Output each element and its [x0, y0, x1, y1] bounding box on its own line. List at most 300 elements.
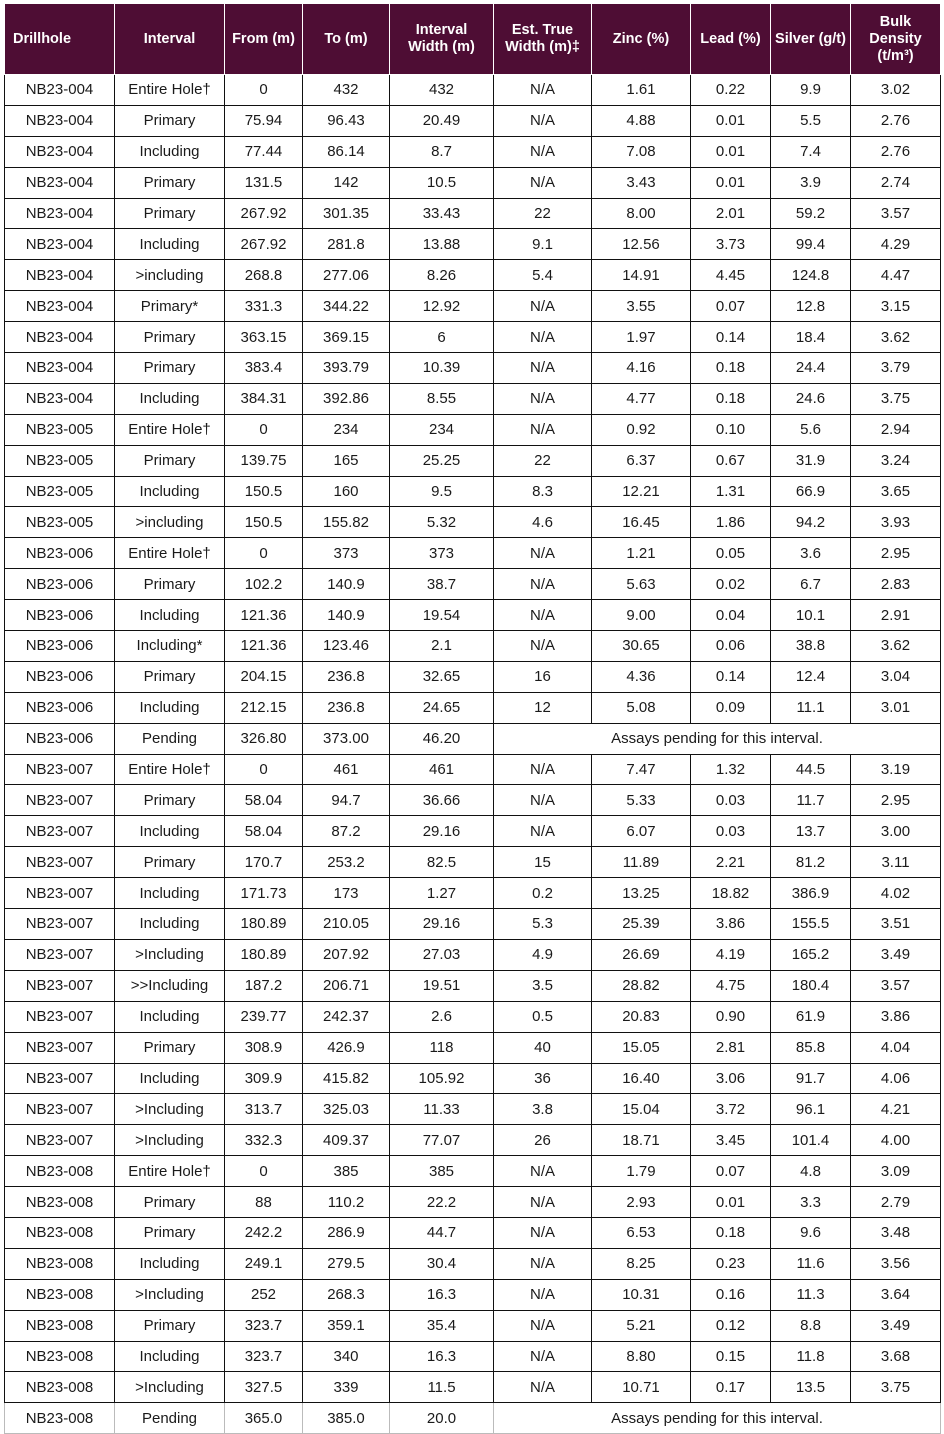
table-row: [5, 1125, 941, 1156]
cell-lead: 0.10: [691, 414, 771, 445]
cell-interval: Entire Hole†: [115, 414, 225, 445]
column-header-drillhole: Drillhole: [5, 4, 115, 75]
cell-interval-width: 20.0: [390, 1403, 494, 1434]
table-row: [5, 445, 941, 476]
cell-interval-width: 461: [390, 754, 494, 785]
cell-from: 204.15: [225, 661, 303, 692]
table-row: [5, 322, 941, 353]
cell-drillhole: NB23-007: [5, 1001, 115, 1032]
cell-est-true-width: 0.2: [494, 878, 592, 909]
cell-to: 301.35: [303, 198, 390, 229]
cell-est-true-width: N/A: [494, 816, 592, 847]
cell-zinc: 5.21: [592, 1310, 691, 1341]
cell-zinc: 8.00: [592, 198, 691, 229]
cell-drillhole: NB23-006: [5, 600, 115, 631]
cell-bulk-density: 4.02: [851, 878, 941, 909]
cell-interval: Primary: [115, 569, 225, 600]
cell-to: 461: [303, 754, 390, 785]
cell-interval: >Including: [115, 939, 225, 970]
cell-lead: 0.01: [691, 1187, 771, 1218]
cell-zinc: 3.55: [592, 291, 691, 322]
cell-to: 155.82: [303, 507, 390, 538]
table-header: [5, 4, 941, 75]
cell-bulk-density: 3.62: [851, 631, 941, 662]
cell-to: 277.06: [303, 260, 390, 291]
cell-silver: 11.6: [771, 1248, 851, 1279]
column-header-interval: Interval: [115, 4, 225, 75]
cell-bulk-density: 4.29: [851, 229, 941, 260]
cell-from: 58.04: [225, 816, 303, 847]
cell-est-true-width: N/A: [494, 75, 592, 106]
cell-silver: 24.6: [771, 383, 851, 414]
cell-interval: >Including: [115, 1094, 225, 1125]
cell-silver: 11.7: [771, 785, 851, 816]
cell-lead: 1.31: [691, 476, 771, 507]
cell-drillhole: NB23-004: [5, 383, 115, 414]
cell-est-true-width: N/A: [494, 1372, 592, 1403]
table-row: [5, 970, 941, 1001]
cell-lead: 1.32: [691, 754, 771, 785]
cell-silver: 24.4: [771, 353, 851, 384]
cell-silver: 96.1: [771, 1094, 851, 1125]
cell-to: 253.2: [303, 847, 390, 878]
cell-zinc: 18.71: [592, 1125, 691, 1156]
cell-interval: Primary: [115, 198, 225, 229]
cell-interval-width: 1.27: [390, 878, 494, 909]
cell-est-true-width: N/A: [494, 136, 592, 167]
cell-drillhole: NB23-008: [5, 1279, 115, 1310]
cell-to: 286.9: [303, 1217, 390, 1248]
cell-bulk-density: 3.04: [851, 661, 941, 692]
cell-interval: Primary: [115, 1187, 225, 1218]
cell-interval-width: 118: [390, 1032, 494, 1063]
cell-silver: 11.3: [771, 1279, 851, 1310]
cell-interval: Including: [115, 692, 225, 723]
cell-interval: Primary: [115, 322, 225, 353]
cell-to: 206.71: [303, 970, 390, 1001]
table-row: [5, 75, 941, 106]
cell-lead: 0.04: [691, 600, 771, 631]
cell-from: 0: [225, 538, 303, 569]
cell-interval: >>Including: [115, 970, 225, 1001]
cell-from: 239.77: [225, 1001, 303, 1032]
cell-interval-width: 105.92: [390, 1063, 494, 1094]
cell-from: 249.1: [225, 1248, 303, 1279]
cell-interval: Including: [115, 600, 225, 631]
cell-est-true-width: 4.6: [494, 507, 592, 538]
cell-lead: 0.01: [691, 105, 771, 136]
cell-est-true-width: N/A: [494, 353, 592, 384]
cell-silver: 99.4: [771, 229, 851, 260]
cell-est-true-width: N/A: [494, 322, 592, 353]
cell-zinc: 4.16: [592, 353, 691, 384]
table-row: [5, 1248, 941, 1279]
cell-est-true-width: N/A: [494, 105, 592, 136]
cell-from: 0: [225, 414, 303, 445]
drill-results-table-container: [4, 4, 940, 1434]
cell-interval: >including: [115, 507, 225, 538]
cell-zinc: 7.08: [592, 136, 691, 167]
table-row: [5, 723, 941, 754]
cell-bulk-density: 3.09: [851, 1156, 941, 1187]
cell-drillhole: NB23-006: [5, 538, 115, 569]
cell-bulk-density: 3.24: [851, 445, 941, 476]
cell-to: 160: [303, 476, 390, 507]
cell-from: 309.9: [225, 1063, 303, 1094]
cell-zinc: 13.25: [592, 878, 691, 909]
cell-from: 171.73: [225, 878, 303, 909]
cell-interval-width: 13.88: [390, 229, 494, 260]
cell-to: 325.03: [303, 1094, 390, 1125]
cell-lead: 0.14: [691, 661, 771, 692]
cell-bulk-density: 3.15: [851, 291, 941, 322]
cell-to: 86.14: [303, 136, 390, 167]
pending-note: Assays pending for this interval.: [494, 723, 941, 754]
cell-interval: Including: [115, 229, 225, 260]
cell-lead: 0.05: [691, 538, 771, 569]
cell-est-true-width: 22: [494, 445, 592, 476]
cell-bulk-density: 2.95: [851, 538, 941, 569]
cell-lead: 2.01: [691, 198, 771, 229]
table-row: [5, 1156, 941, 1187]
column-header-interval-width: Interval Width (m): [390, 4, 494, 75]
cell-lead: 0.03: [691, 816, 771, 847]
cell-est-true-width: 5.4: [494, 260, 592, 291]
cell-from: 102.2: [225, 569, 303, 600]
cell-est-true-width: N/A: [494, 754, 592, 785]
cell-interval-width: 10.5: [390, 167, 494, 198]
cell-bulk-density: 3.48: [851, 1217, 941, 1248]
cell-est-true-width: N/A: [494, 785, 592, 816]
cell-lead: 0.90: [691, 1001, 771, 1032]
cell-drillhole: NB23-007: [5, 939, 115, 970]
cell-silver: 11.1: [771, 692, 851, 723]
cell-est-true-width: 15: [494, 847, 592, 878]
cell-lead: 0.07: [691, 291, 771, 322]
cell-from: 187.2: [225, 970, 303, 1001]
cell-drillhole: NB23-004: [5, 291, 115, 322]
cell-bulk-density: 2.95: [851, 785, 941, 816]
cell-drillhole: NB23-004: [5, 136, 115, 167]
cell-bulk-density: 2.76: [851, 105, 941, 136]
cell-to: 385: [303, 1156, 390, 1187]
cell-from: 150.5: [225, 476, 303, 507]
table-row: [5, 939, 941, 970]
cell-interval-width: 25.25: [390, 445, 494, 476]
cell-zinc: 16.45: [592, 507, 691, 538]
cell-est-true-width: 5.3: [494, 909, 592, 940]
cell-lead: 0.02: [691, 569, 771, 600]
table-row: [5, 507, 941, 538]
table-row: [5, 105, 941, 136]
cell-est-true-width: N/A: [494, 600, 592, 631]
cell-to: 432: [303, 75, 390, 106]
cell-silver: 6.7: [771, 569, 851, 600]
cell-silver: 38.8: [771, 631, 851, 662]
cell-from: 365.0: [225, 1403, 303, 1434]
cell-drillhole: NB23-005: [5, 445, 115, 476]
cell-drillhole: NB23-004: [5, 198, 115, 229]
cell-from: 180.89: [225, 939, 303, 970]
cell-to: 173: [303, 878, 390, 909]
cell-est-true-width: N/A: [494, 538, 592, 569]
cell-to: 165: [303, 445, 390, 476]
cell-bulk-density: 3.62: [851, 322, 941, 353]
cell-drillhole: NB23-004: [5, 229, 115, 260]
cell-silver: 7.4: [771, 136, 851, 167]
cell-from: 326.80: [225, 723, 303, 754]
cell-zinc: 12.56: [592, 229, 691, 260]
cell-zinc: 6.07: [592, 816, 691, 847]
cell-drillhole: NB23-006: [5, 723, 115, 754]
cell-interval-width: 27.03: [390, 939, 494, 970]
cell-drillhole: NB23-005: [5, 507, 115, 538]
table-row: [5, 136, 941, 167]
cell-interval: Entire Hole†: [115, 1156, 225, 1187]
cell-zinc: 7.47: [592, 754, 691, 785]
cell-interval: Primary: [115, 1217, 225, 1248]
cell-silver: 10.1: [771, 600, 851, 631]
cell-to: 242.37: [303, 1001, 390, 1032]
cell-from: 267.92: [225, 198, 303, 229]
cell-zinc: 8.25: [592, 1248, 691, 1279]
cell-interval: Primary: [115, 847, 225, 878]
cell-interval-width: 36.66: [390, 785, 494, 816]
cell-est-true-width: N/A: [494, 291, 592, 322]
cell-silver: 3.6: [771, 538, 851, 569]
cell-interval: Including: [115, 1341, 225, 1372]
cell-from: 77.44: [225, 136, 303, 167]
table-row: [5, 1032, 941, 1063]
cell-interval-width: 11.5: [390, 1372, 494, 1403]
pending-note: Assays pending for this interval.: [494, 1403, 941, 1434]
cell-lead: 0.15: [691, 1341, 771, 1372]
cell-drillhole: NB23-005: [5, 476, 115, 507]
cell-silver: 5.5: [771, 105, 851, 136]
cell-from: 252: [225, 1279, 303, 1310]
cell-to: 210.05: [303, 909, 390, 940]
cell-interval-width: 11.33: [390, 1094, 494, 1125]
cell-to: 359.1: [303, 1310, 390, 1341]
table-row: [5, 816, 941, 847]
cell-drillhole: NB23-007: [5, 1063, 115, 1094]
cell-drillhole: NB23-007: [5, 816, 115, 847]
cell-est-true-width: 36: [494, 1063, 592, 1094]
cell-drillhole: NB23-007: [5, 970, 115, 1001]
cell-interval-width: 373: [390, 538, 494, 569]
column-header-bulk-density: Bulk Density (t/m³): [851, 4, 941, 75]
table-row: [5, 414, 941, 445]
cell-zinc: 15.04: [592, 1094, 691, 1125]
cell-from: 0: [225, 1156, 303, 1187]
cell-lead: 1.86: [691, 507, 771, 538]
table-body: [5, 75, 941, 1434]
cell-est-true-width: 8.3: [494, 476, 592, 507]
cell-lead: 4.19: [691, 939, 771, 970]
cell-zinc: 8.80: [592, 1341, 691, 1372]
cell-silver: 5.6: [771, 414, 851, 445]
cell-silver: 124.8: [771, 260, 851, 291]
cell-est-true-width: N/A: [494, 1156, 592, 1187]
cell-silver: 101.4: [771, 1125, 851, 1156]
cell-bulk-density: 3.93: [851, 507, 941, 538]
cell-interval: Including: [115, 878, 225, 909]
cell-drillhole: NB23-004: [5, 75, 115, 106]
cell-interval-width: 82.5: [390, 847, 494, 878]
cell-to: 236.8: [303, 692, 390, 723]
cell-interval: Pending: [115, 1403, 225, 1434]
cell-from: 121.36: [225, 600, 303, 631]
table-row: [5, 353, 941, 384]
cell-lead: 3.72: [691, 1094, 771, 1125]
cell-interval-width: 8.55: [390, 383, 494, 414]
cell-est-true-width: N/A: [494, 383, 592, 414]
cell-bulk-density: 3.64: [851, 1279, 941, 1310]
cell-est-true-width: N/A: [494, 167, 592, 198]
cell-bulk-density: 3.19: [851, 754, 941, 785]
cell-to: 140.9: [303, 569, 390, 600]
cell-from: 131.5: [225, 167, 303, 198]
cell-interval-width: 8.26: [390, 260, 494, 291]
cell-zinc: 1.21: [592, 538, 691, 569]
cell-silver: 91.7: [771, 1063, 851, 1094]
cell-interval-width: 46.20: [390, 723, 494, 754]
cell-interval: Primary: [115, 1032, 225, 1063]
cell-to: 140.9: [303, 600, 390, 631]
cell-bulk-density: 3.49: [851, 1310, 941, 1341]
cell-zinc: 26.69: [592, 939, 691, 970]
cell-silver: 155.5: [771, 909, 851, 940]
cell-zinc: 16.40: [592, 1063, 691, 1094]
cell-zinc: 20.83: [592, 1001, 691, 1032]
cell-from: 267.92: [225, 229, 303, 260]
cell-drillhole: NB23-006: [5, 692, 115, 723]
cell-est-true-width: N/A: [494, 631, 592, 662]
cell-lead: 3.73: [691, 229, 771, 260]
cell-lead: 4.45: [691, 260, 771, 291]
cell-lead: 0.67: [691, 445, 771, 476]
cell-interval-width: 12.92: [390, 291, 494, 322]
table-row: [5, 569, 941, 600]
table-row: [5, 476, 941, 507]
cell-from: 384.31: [225, 383, 303, 414]
cell-to: 385.0: [303, 1403, 390, 1434]
cell-from: 0: [225, 754, 303, 785]
cell-bulk-density: 2.83: [851, 569, 941, 600]
header-row: [5, 4, 941, 75]
cell-interval: Primary: [115, 353, 225, 384]
cell-silver: 85.8: [771, 1032, 851, 1063]
cell-zinc: 0.92: [592, 414, 691, 445]
cell-est-true-width: N/A: [494, 414, 592, 445]
cell-interval: Including: [115, 383, 225, 414]
cell-zinc: 1.97: [592, 322, 691, 353]
cell-drillhole: NB23-008: [5, 1310, 115, 1341]
cell-est-true-width: 16: [494, 661, 592, 692]
cell-to: 393.79: [303, 353, 390, 384]
cell-zinc: 14.91: [592, 260, 691, 291]
cell-bulk-density: 4.47: [851, 260, 941, 291]
cell-interval-width: 19.54: [390, 600, 494, 631]
cell-interval: Including: [115, 909, 225, 940]
table-row: [5, 383, 941, 414]
cell-to: 87.2: [303, 816, 390, 847]
table-row: [5, 847, 941, 878]
cell-interval: Entire Hole†: [115, 754, 225, 785]
cell-silver: 8.8: [771, 1310, 851, 1341]
cell-drillhole: NB23-004: [5, 260, 115, 291]
cell-lead: 0.01: [691, 167, 771, 198]
cell-interval-width: 16.3: [390, 1341, 494, 1372]
cell-est-true-width: N/A: [494, 1341, 592, 1372]
table-row: [5, 785, 941, 816]
cell-bulk-density: 3.86: [851, 1001, 941, 1032]
cell-bulk-density: 3.68: [851, 1341, 941, 1372]
cell-zinc: 3.43: [592, 167, 691, 198]
cell-from: 212.15: [225, 692, 303, 723]
cell-lead: 3.06: [691, 1063, 771, 1094]
cell-zinc: 1.79: [592, 1156, 691, 1187]
cell-from: 308.9: [225, 1032, 303, 1063]
cell-interval: Primary: [115, 1310, 225, 1341]
cell-drillhole: NB23-005: [5, 414, 115, 445]
cell-silver: 66.9: [771, 476, 851, 507]
table-row: [5, 291, 941, 322]
cell-from: 363.15: [225, 322, 303, 353]
cell-from: 242.2: [225, 1217, 303, 1248]
cell-lead: 0.16: [691, 1279, 771, 1310]
cell-drillhole: NB23-004: [5, 167, 115, 198]
cell-interval-width: 2.1: [390, 631, 494, 662]
cell-bulk-density: 3.49: [851, 939, 941, 970]
cell-bulk-density: 2.79: [851, 1187, 941, 1218]
cell-bulk-density: 2.74: [851, 167, 941, 198]
cell-interval-width: 6: [390, 322, 494, 353]
cell-bulk-density: 3.75: [851, 383, 941, 414]
table-row: [5, 1094, 941, 1125]
cell-zinc: 4.88: [592, 105, 691, 136]
cell-silver: 44.5: [771, 754, 851, 785]
cell-from: 121.36: [225, 631, 303, 662]
cell-silver: 9.9: [771, 75, 851, 106]
cell-lead: 0.06: [691, 631, 771, 662]
cell-silver: 3.3: [771, 1187, 851, 1218]
cell-zinc: 1.61: [592, 75, 691, 106]
cell-lead: 18.82: [691, 878, 771, 909]
cell-interval: Including*: [115, 631, 225, 662]
cell-from: 383.4: [225, 353, 303, 384]
cell-drillhole: NB23-006: [5, 661, 115, 692]
cell-to: 373: [303, 538, 390, 569]
cell-zinc: 15.05: [592, 1032, 691, 1063]
cell-interval: Entire Hole†: [115, 538, 225, 569]
cell-silver: 180.4: [771, 970, 851, 1001]
cell-from: 0: [225, 75, 303, 106]
cell-interval-width: 20.49: [390, 105, 494, 136]
cell-silver: 12.4: [771, 661, 851, 692]
cell-est-true-width: 9.1: [494, 229, 592, 260]
cell-to: 369.15: [303, 322, 390, 353]
cell-zinc: 4.36: [592, 661, 691, 692]
cell-silver: 12.8: [771, 291, 851, 322]
cell-est-true-width: 3.8: [494, 1094, 592, 1125]
cell-silver: 61.9: [771, 1001, 851, 1032]
cell-lead: 0.18: [691, 383, 771, 414]
cell-drillhole: NB23-004: [5, 105, 115, 136]
table-row: [5, 631, 941, 662]
cell-to: 110.2: [303, 1187, 390, 1218]
cell-lead: 3.45: [691, 1125, 771, 1156]
